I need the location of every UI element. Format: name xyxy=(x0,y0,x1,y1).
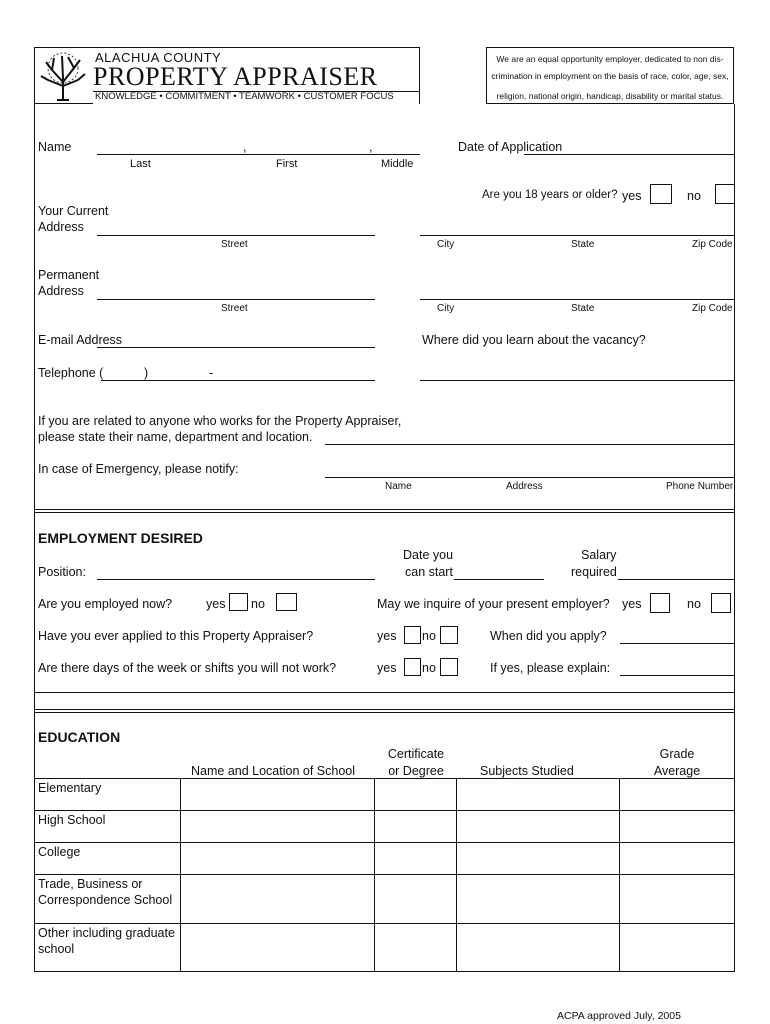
applied-no-label: no xyxy=(422,629,436,643)
row-label: Elementary xyxy=(38,781,102,795)
emergency-line[interactable] xyxy=(325,477,734,478)
middle-caption: Middle xyxy=(381,158,414,170)
current-zip-caption: Zip Code xyxy=(692,239,733,250)
row-elementary[interactable] xyxy=(34,778,735,810)
salary-label-1: Salary xyxy=(581,548,617,562)
telephone-paren: ) xyxy=(144,366,149,380)
current-city-caption: City xyxy=(437,239,455,250)
applied-yes-label: yes xyxy=(377,629,397,643)
tree-logo-icon xyxy=(38,52,88,102)
col-grade-header-2: Average xyxy=(653,764,701,778)
salary-line[interactable] xyxy=(618,579,734,580)
education-grid xyxy=(34,778,735,972)
shifts-yes-checkbox[interactable] xyxy=(404,658,421,676)
date-of-application-line[interactable] xyxy=(524,154,734,155)
inquire-yes-label: yes xyxy=(622,597,642,611)
name-input-line[interactable] xyxy=(97,154,420,155)
shifts-no-label: no xyxy=(422,661,436,675)
permanent-address-label-2: Address xyxy=(38,284,84,298)
vacancy-line[interactable] xyxy=(420,380,734,381)
salary-label-2: required xyxy=(571,565,617,579)
age-yes-checkbox[interactable] xyxy=(650,184,672,204)
eeo-line-3: religion, national origin, handicap, disability or marital status. xyxy=(496,91,724,101)
age-question: Are you 18 years or older? xyxy=(482,189,618,201)
row-label: Other including graduate xyxy=(38,926,175,940)
employment-heading: EMPLOYMENT DESIRED xyxy=(38,530,203,546)
current-city-line[interactable] xyxy=(420,235,734,236)
current-state-caption: State xyxy=(571,239,595,250)
related-question-2: please state their name, department and location. xyxy=(38,430,313,444)
shifts-question: Are there days of the week or shifts you will not work? xyxy=(38,661,337,675)
inquire-no-checkbox[interactable] xyxy=(711,593,731,613)
row-label: High School xyxy=(38,813,106,827)
related-line[interactable] xyxy=(325,444,734,445)
telephone-label: Telephone ( xyxy=(38,366,104,380)
explain-line[interactable] xyxy=(620,675,734,676)
row-label-2: Correspondence School xyxy=(38,893,173,907)
applied-yes-checkbox[interactable] xyxy=(404,626,421,644)
telephone-line[interactable] xyxy=(101,380,375,381)
last-caption: Last xyxy=(130,158,151,170)
employed-no-label: no xyxy=(251,597,265,611)
permanent-city-caption: City xyxy=(437,303,455,314)
county-name: ALACHUA COUNTY xyxy=(95,50,222,65)
email-label: E-mail Address xyxy=(38,333,123,347)
age-no-label: no xyxy=(687,189,701,203)
start-date-label-2: can start xyxy=(405,565,453,579)
when-applied-label: When did you apply? xyxy=(490,629,607,643)
explain-label: If yes, please explain: xyxy=(490,661,611,675)
first-caption: First xyxy=(276,158,298,170)
eeo-line-2: crimination in employment on the basis of race, color, age, sex, xyxy=(491,71,729,81)
eeo-line-1: We are an equal opportunity employer, dedicated to non dis- xyxy=(496,54,724,64)
permanent-city-line[interactable] xyxy=(420,299,734,300)
related-question-1: If you are related to anyone who works for the Property Appraiser, xyxy=(38,414,402,428)
employment-divider xyxy=(34,509,735,513)
shifts-yes-label: yes xyxy=(377,661,397,675)
inquire-yes-checkbox[interactable] xyxy=(650,593,670,613)
permanent-street-line[interactable] xyxy=(97,299,375,300)
employed-yes-checkbox[interactable] xyxy=(229,593,248,611)
vacancy-question: Where did you learn about the vacancy? xyxy=(422,333,646,347)
col-school-header: Name and Location of School xyxy=(191,764,355,778)
col-subjects-header: Subjects Studied xyxy=(480,764,574,778)
email-line[interactable] xyxy=(97,347,375,348)
emergency-address-caption: Address xyxy=(506,481,543,492)
shifts-no-checkbox[interactable] xyxy=(440,658,458,676)
position-label: Position: xyxy=(38,565,86,579)
when-applied-line[interactable] xyxy=(620,643,734,644)
applied-question: Have you ever applied to this Property Appraiser? xyxy=(38,629,314,643)
age-yes-label: yes xyxy=(622,189,642,203)
row-label: Trade, Business or xyxy=(38,877,143,891)
date-of-application-label: Date of Application xyxy=(458,140,563,154)
emergency-name-caption: Name xyxy=(385,481,412,492)
employed-yes-label: yes xyxy=(206,597,226,611)
start-date-label-1: Date you xyxy=(403,548,454,562)
current-address-label-1: Your Current xyxy=(38,204,109,218)
inquire-no-label: no xyxy=(687,597,701,611)
current-street-caption: Street xyxy=(221,239,248,250)
explain-line-2[interactable] xyxy=(34,692,735,693)
col-grade-header-1: Grade xyxy=(659,747,695,761)
education-heading: EDUCATION xyxy=(38,729,121,745)
logo-box xyxy=(34,47,420,104)
permanent-zip-caption: Zip Code xyxy=(692,303,733,314)
applied-no-checkbox[interactable] xyxy=(440,626,458,644)
row-high-school[interactable] xyxy=(34,810,735,842)
permanent-address-label-1: Permanent xyxy=(38,268,100,282)
office-title: PROPERTY APPRAISER xyxy=(93,62,378,91)
col-cert-header-1: Certificate xyxy=(387,747,445,761)
row-trade[interactable] xyxy=(34,874,735,923)
inquire-question: May we inquire of your present employer? xyxy=(377,597,610,611)
emergency-label: In case of Emergency, please notify: xyxy=(38,462,239,476)
col-cert-header-2: or Degree xyxy=(388,764,444,778)
name-comma-1: , xyxy=(243,140,247,154)
row-other[interactable] xyxy=(34,923,735,972)
row-label-2: school xyxy=(38,942,75,956)
name-label: Name xyxy=(38,140,72,154)
employed-question: Are you employed now? xyxy=(38,597,173,611)
employed-no-checkbox[interactable] xyxy=(276,593,297,611)
position-line[interactable] xyxy=(97,579,375,580)
permanent-state-caption: State xyxy=(571,303,595,314)
telephone-dash: - xyxy=(209,366,214,380)
emergency-phone-caption: Phone Number xyxy=(666,481,734,492)
row-college[interactable] xyxy=(34,842,735,874)
start-date-line[interactable] xyxy=(454,579,544,580)
approval-footer: ACPA approved July, 2005 xyxy=(557,1010,681,1022)
permanent-street-caption: Street xyxy=(221,303,248,314)
age-no-checkbox[interactable] xyxy=(715,184,735,204)
education-divider xyxy=(34,709,735,713)
row-label: College xyxy=(38,845,81,859)
current-street-line[interactable] xyxy=(97,235,375,236)
eeo-statement xyxy=(486,47,734,104)
current-address-label-2: Address xyxy=(38,220,84,234)
name-comma-2: , xyxy=(369,140,373,154)
header xyxy=(34,47,734,105)
motto: KNOWLEDGE • COMMITMENT • TEAMWORK • CUSTOMER FOCUS xyxy=(95,91,394,102)
